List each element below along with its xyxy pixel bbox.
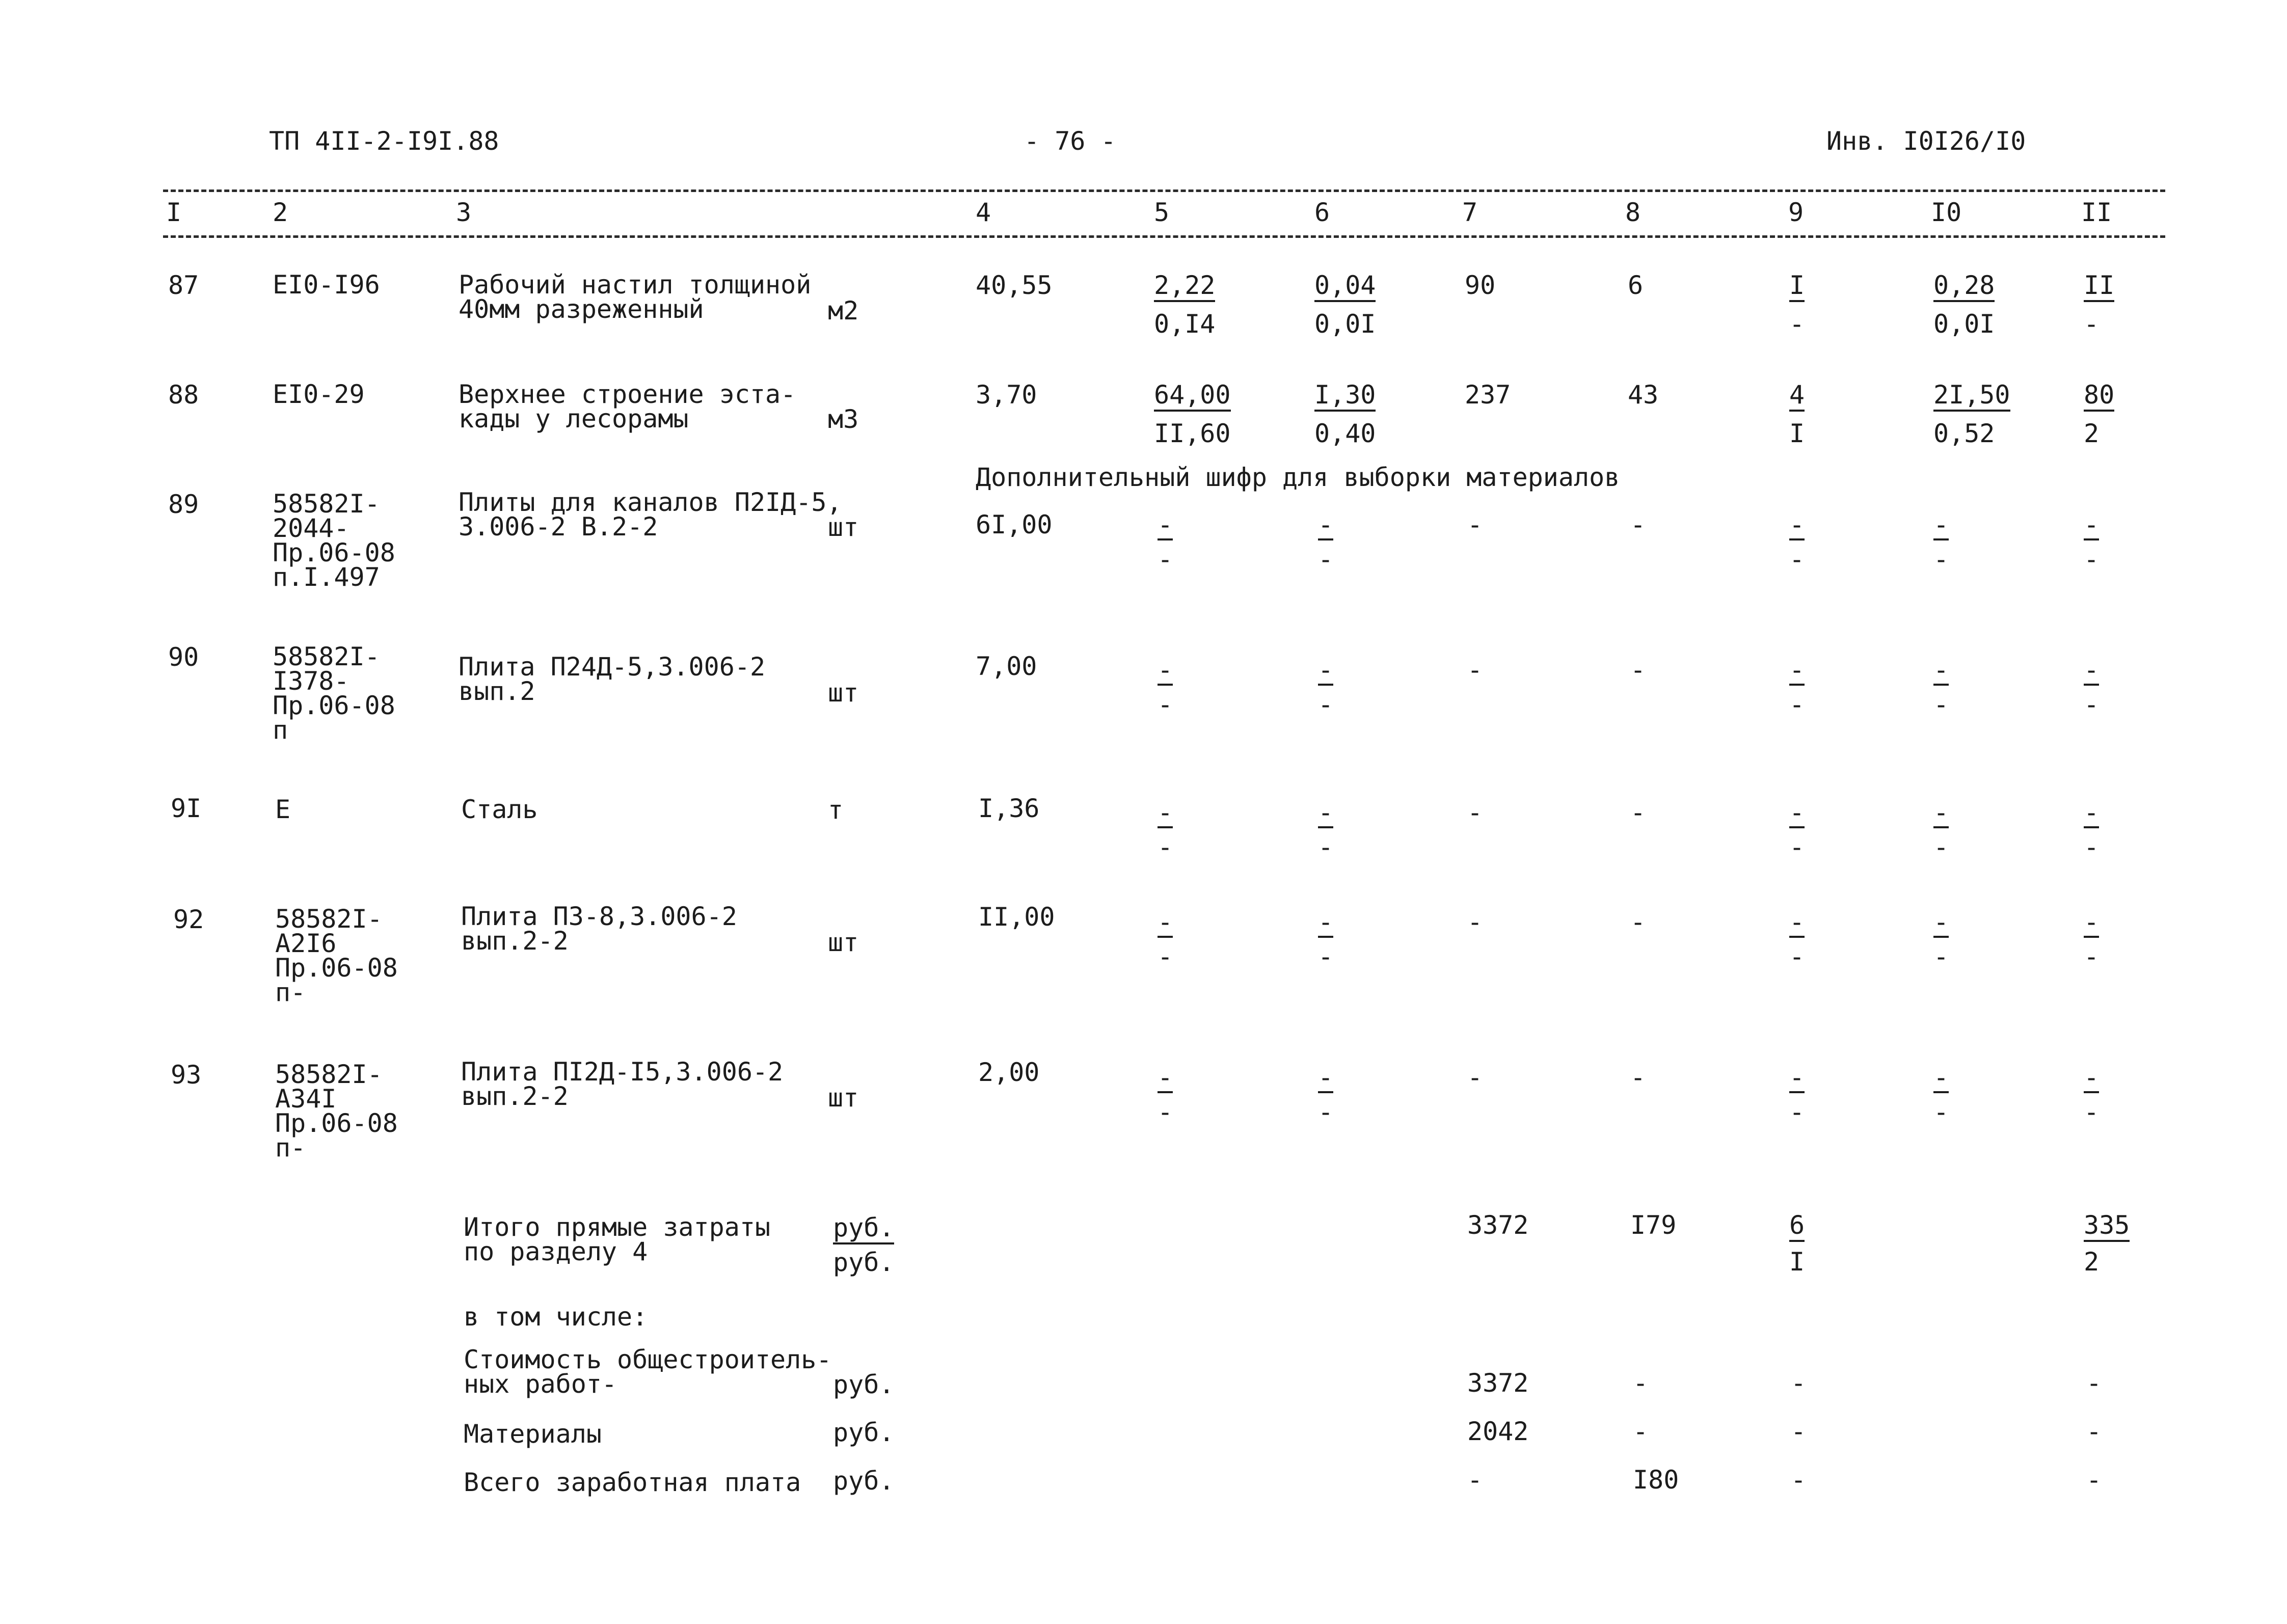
totals-col7: 3372: [1467, 1210, 1529, 1240]
row-col6: $\frac{0,04}{0,0I}$: [1314, 270, 1376, 339]
row-col8: -: [1630, 798, 1646, 827]
row-col5: $\frac{64,00}{II,60}$: [1154, 380, 1231, 448]
col-header: 7: [1462, 198, 1478, 227]
row-number: 87: [168, 270, 199, 300]
subtotal-col9: -: [1791, 1465, 1807, 1495]
row-col7: -: [1467, 510, 1483, 539]
row-code: 58582I- I378- Пр.06-08 п: [273, 642, 395, 745]
row-name: Плита П3-8,3.006-2 вып.2-2: [461, 902, 737, 956]
row-col7: 237: [1465, 380, 1511, 410]
row-name: Плита П24Д-5,3.006-2 вып.2: [459, 652, 766, 706]
col-header: I: [166, 198, 182, 227]
row-col10: - -: [1933, 655, 1949, 719]
col-header: 3: [456, 198, 472, 227]
row-code: 58582I- А34I Пр.06-08 п-: [275, 1060, 398, 1162]
row-col6: - -: [1318, 510, 1334, 574]
row-number: 93: [171, 1060, 202, 1090]
totals-unit: руб. руб.: [833, 1213, 895, 1277]
row-number: 89: [168, 490, 199, 519]
page-number: - 76 -: [1024, 126, 1116, 156]
row-qty: I,36: [978, 794, 1040, 823]
row-col7: -: [1467, 655, 1483, 685]
row-col10: - -: [1933, 510, 1949, 574]
subtotal-col11: -: [2086, 1417, 2102, 1446]
row-col10: $\frac{2I,50}{0,52}$: [1933, 380, 2010, 448]
row-col11: - -: [2084, 510, 2100, 574]
totals-col9: $\frac{6}{I}$: [1789, 1210, 1805, 1277]
row-col6: - -: [1318, 655, 1334, 719]
row-col8: 43: [1628, 380, 1659, 410]
subtotal-label: Всего заработная плата: [464, 1468, 801, 1497]
row-code: EI0-I96: [273, 270, 380, 300]
document-code: ТП 4II-2-I9I.88: [269, 126, 499, 156]
row-unit: т: [828, 795, 844, 825]
row-col8: -: [1630, 907, 1646, 937]
row-col9: - -: [1789, 655, 1805, 719]
row-col11: - -: [2084, 1063, 2100, 1127]
row-col10: $\frac{0,28}{0,0I}$: [1933, 270, 1995, 339]
subtotal-col9: -: [1791, 1417, 1807, 1446]
row-col9: I -: [1789, 270, 1805, 339]
row-col9: - -: [1789, 1063, 1805, 1127]
subtotal-unit: руб.: [833, 1370, 895, 1399]
row-col6: - -: [1318, 798, 1334, 862]
including-label: в том числе:: [464, 1302, 648, 1332]
row-col9: - -: [1789, 798, 1805, 862]
header-top-rule: [163, 190, 2165, 192]
row-qty: 6I,00: [976, 510, 1053, 539]
inventory-number: Инв. I0I26/I0: [1826, 126, 2026, 156]
subtotal-label: Материалы: [464, 1419, 602, 1449]
subtotal-label: Стоимость общестроитель- ных работ-: [464, 1345, 832, 1399]
row-col8: -: [1630, 655, 1646, 685]
row-col7: -: [1467, 798, 1483, 827]
row-col5: $\frac{2,22}{0,I4}$: [1154, 270, 1216, 339]
row-col11: $\frac{80}{2}$: [2084, 380, 2115, 448]
row-number: 90: [168, 642, 199, 672]
row-code: 58582I- 2044- Пр.06-08 п.I.497: [273, 489, 395, 592]
row-col9: - -: [1789, 510, 1805, 574]
materials-code-note: Дополнительный шифр для выборки материалов: [976, 463, 1620, 492]
row-code: 58582I- А2I6 Пр.06-08 п-: [275, 904, 398, 1007]
row-col10: - -: [1933, 1063, 1949, 1127]
subtotal-col11: -: [2086, 1465, 2102, 1495]
row-col6: - -: [1318, 907, 1334, 971]
row-col7: 90: [1465, 270, 1496, 300]
totals-col11: $\frac{335}{2}$: [2084, 1210, 2130, 1277]
totals-label: Итого прямые затраты по разделу 4: [464, 1212, 771, 1266]
row-number: 92: [173, 905, 204, 934]
row-col7: -: [1467, 1063, 1483, 1092]
row-col5: - -: [1158, 907, 1173, 971]
row-unit: шт: [828, 1083, 859, 1113]
row-name: Плита ПI2Д-I5,3.006-2 вып.2-2: [461, 1057, 784, 1111]
totals-col8: I79: [1630, 1210, 1677, 1240]
row-code: EI0-29: [273, 380, 365, 409]
col-header: II: [2081, 198, 2112, 227]
row-col8: 6: [1628, 270, 1644, 300]
row-unit: шт: [828, 512, 859, 542]
row-code: Е: [275, 795, 291, 824]
subtotal-col8: -: [1633, 1368, 1649, 1398]
subtotal-col8: I80: [1633, 1465, 1679, 1495]
subtotal-col11: -: [2086, 1368, 2102, 1398]
subtotal-unit: руб.: [833, 1466, 895, 1496]
row-qty: 7,00: [976, 652, 1037, 681]
row-col10: - -: [1933, 907, 1949, 971]
row-qty: 40,55: [976, 270, 1053, 300]
row-col8: -: [1630, 1063, 1646, 1092]
row-qty: 3,70: [976, 380, 1037, 410]
row-unit: м2: [828, 296, 859, 326]
row-col5: - -: [1158, 655, 1173, 719]
row-col11: II -: [2084, 270, 2115, 339]
row-col6: - -: [1318, 1063, 1334, 1127]
row-col5: - -: [1158, 1063, 1173, 1127]
row-name: Плиты для каналов П2IД-5, 3.006-2 В.2-2: [459, 488, 842, 542]
row-unit: шт: [828, 928, 859, 957]
col-header: 9: [1788, 198, 1804, 227]
header-bottom-rule: [163, 235, 2165, 238]
row-col9: - -: [1789, 907, 1805, 971]
row-unit: шт: [828, 678, 859, 708]
row-col10: - -: [1933, 798, 1949, 862]
col-header: 2: [273, 198, 288, 227]
row-col11: - -: [2084, 655, 2100, 719]
col-header: I0: [1931, 198, 1962, 227]
row-col11: - -: [2084, 907, 2100, 971]
col-header: 6: [1314, 198, 1330, 227]
row-col6: $\frac{I,30}{0,40}$: [1314, 380, 1376, 448]
row-unit: м3: [828, 404, 859, 434]
col-header: 4: [976, 198, 991, 227]
row-qty: II,00: [978, 902, 1055, 932]
subtotal-col8: -: [1633, 1417, 1649, 1446]
row-col8: -: [1630, 510, 1646, 539]
subtotal-col7: 2042: [1467, 1417, 1529, 1446]
row-col11: - -: [2084, 798, 2100, 862]
row-name: Сталь: [461, 795, 538, 824]
row-col7: -: [1467, 907, 1483, 937]
row-col9: $\frac{4}{I}$: [1789, 380, 1805, 448]
col-header: 5: [1154, 198, 1170, 227]
subtotal-col7: 3372: [1467, 1368, 1529, 1398]
subtotal-unit: руб.: [833, 1418, 895, 1447]
row-qty: 2,00: [978, 1058, 1040, 1087]
row-name: Рабочий настил толщиной 40мм разреженный: [459, 270, 812, 324]
col-header: 8: [1625, 198, 1641, 227]
row-col5: - -: [1158, 510, 1173, 574]
subtotal-col9: -: [1791, 1368, 1807, 1398]
row-number: 9I: [171, 794, 202, 823]
row-col5: - -: [1158, 798, 1173, 862]
subtotal-col7: -: [1467, 1465, 1483, 1495]
row-name: Верхнее строение эста- кады у лесорамы: [459, 380, 796, 434]
row-number: 88: [168, 380, 199, 410]
